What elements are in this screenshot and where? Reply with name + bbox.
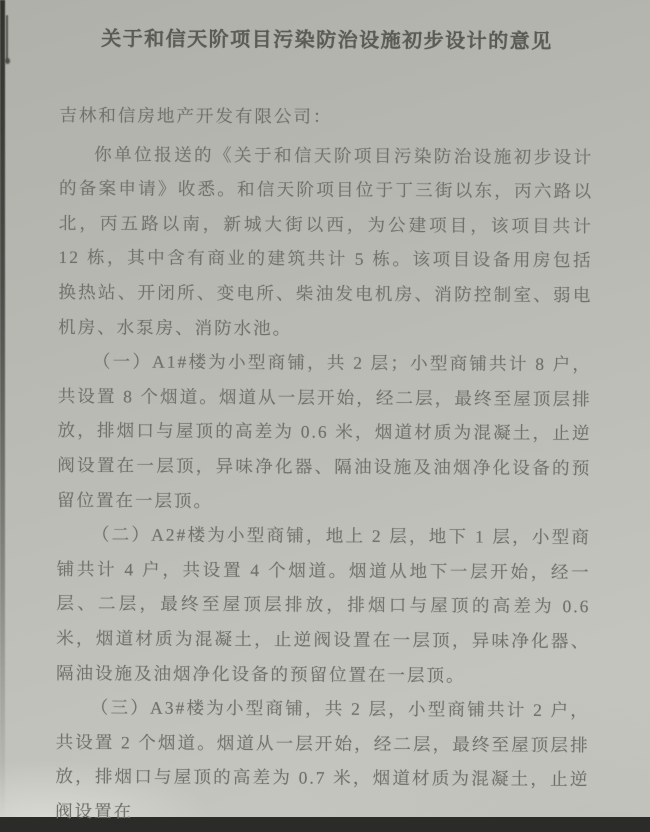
paragraph-item-3: （三）A3#楼为小型商铺，共 2 层，小型商铺共计 2 户，共设置 2 个烟道。烟道从一层开始，经二层，最终至屋顶层排放，排烟口与屋顶的高差为 0.7 米，烟道材质为混凝土，止逆阀设置在 (55, 697, 590, 822)
document-title: 关于和信天阶项目污染防治设施初步设计的意见 (101, 28, 553, 54)
paragraph-intro: 你单位报送的《关于和信天阶项目污染防治设施初步设计的备案申请》收悉。和信天阶项目位于丁三街以东，丙六路以北，丙五路以南，新城大街以西，为公建项目，该项目共计 12 栋，其中含有商业的建筑共计 5 栋。该项目设备用房包括换热站、开闭所、变电所、柴油发电机房、消防控制室、弱电机房、水泵房、消防水池。 (58, 143, 594, 338)
document-body (55, 98, 593, 832)
binding-pen-mark-blob (5, 58, 10, 64)
document-content (55, 24, 594, 832)
salutation-line: 吉林和信房地产开发有限公司： (59, 104, 333, 127)
paragraph-item-2: （二）A2#楼为小型商铺，地上 2 层，地下 1 层，小型商铺共计 4 户，共设置 4 个烟道。烟道从地下一层开始，经一层、二层，最终至屋顶层排放，排烟口与屋顶的高差为 0.6 米，烟道材质为混凝土，止逆阀设置在一层顶，异味净化器、隔油设施及油烟净化设备的预留位置在一层顶。 (55, 524, 591, 685)
photo-edge-shadow (0, 0, 5, 817)
binding-pen-mark (6, 15, 8, 61)
paragraph-item-1: （一）A1#楼为小型商铺，共 2 层；小型商铺共计 8 户，共设置 8 个烟道。烟道从一层开始，经二层，最终至屋顶层排放，排烟口与屋顶的高差为 0.6 米，烟道材质为混凝土，止逆阀设置在一层顶，异味净化器、隔油设施及油烟净化设备的预留位置在一层顶。 (57, 351, 592, 511)
